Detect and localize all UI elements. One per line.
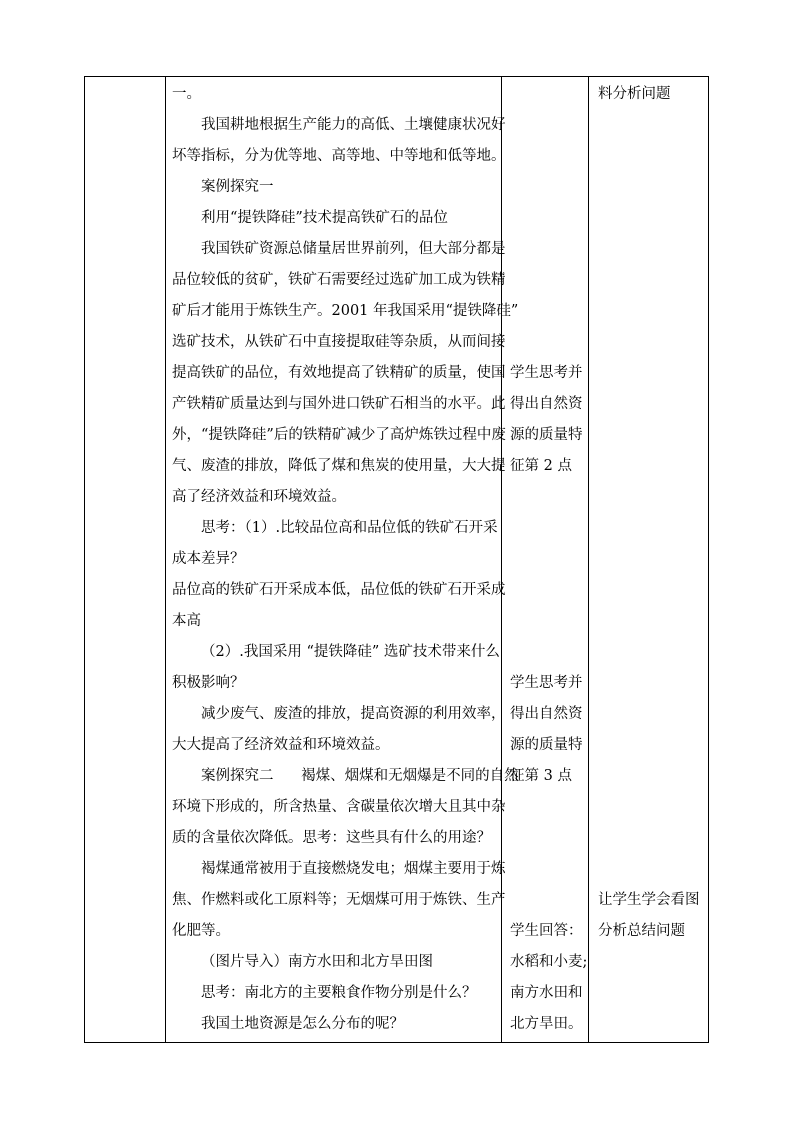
answer-line: 品位高的铁矿石开采成本低，品位低的铁矿石开采成 — [172, 582, 506, 598]
activity-line: 征第 2 点 — [510, 458, 572, 474]
activity-line: 南方水田和 — [510, 985, 583, 1001]
activity-line: 征第 3 点 — [510, 768, 572, 784]
answer-line: 焦、作燃料或化工原料等；无烟煤可用于炼铁、生产 — [172, 892, 506, 908]
question-line: 积极影响？ — [172, 675, 245, 691]
activity-line: 水稻和小麦; — [510, 954, 588, 970]
student-activity-column — [502, 77, 588, 1042]
content-line: 高了经济效益和环境效益。 — [172, 489, 346, 505]
activity-line: 源的质量特 — [510, 427, 583, 443]
case-study-heading: 案例探究一 — [201, 179, 274, 195]
content-line: 我国耕地根据生产能力的高低、土壤健康状况好 — [201, 117, 506, 133]
activity-line: 学生思考并 — [510, 675, 583, 691]
answer-line: 化肥等。 — [172, 923, 230, 939]
question-line: （2）.我国采用 “提铁降硅” 选矿技术带来什么 — [201, 644, 500, 660]
answer-line: 减少废气、废渣的排放，提高资源的利用效率， — [201, 706, 506, 722]
question-line: 思考：南北方的主要粮食作物分别是什么？ — [201, 985, 477, 1001]
content-line: 外，“提铁降硅”后的铁精矿减少了高炉炼铁过程中废 — [172, 427, 506, 443]
activity-line: 学生回答： — [510, 923, 583, 939]
content-line: 坏等指标，分为优等地、高等地、中等地和低等地。 — [172, 148, 506, 164]
activity-line: 源的质量特 — [510, 737, 583, 753]
intent-line: 让学生学会看图 — [598, 892, 700, 908]
content-line: 一。 — [172, 86, 201, 102]
content-line: 产铁精矿质量达到与国外进口铁矿石相当的水平。此 — [172, 396, 506, 412]
content-line: 矿后才能用于炼铁生产。2001 年我国采用“提铁降硅” — [172, 303, 519, 319]
question-line: 成本差异？ — [172, 551, 245, 567]
content-line: 选矿技术，从铁矿石中直接提取硅等杂质，从而间接 — [172, 334, 506, 350]
stage-column — [85, 77, 165, 1042]
content-line: 质的含量依次降低。思考：这些具有什么的用途？ — [172, 830, 491, 846]
lesson-table — [84, 76, 709, 1043]
content-line: 提高铁矿的品位，有效地提高了铁精矿的质量，使国 — [172, 365, 506, 381]
content-line: 环境下形成的，所含热量、含碳量依次增大且其中杂 — [172, 799, 506, 815]
content-line: （图片导入）南方水田和北方旱田图 — [201, 954, 433, 970]
case-study-title: 利用“提铁降硅”技术提高铁矿石的品位 — [201, 210, 448, 226]
answer-line: 褐煤通常被用于直接燃烧发电；烟煤主要用于炼 — [201, 861, 506, 877]
activity-line: 北方旱田。 — [510, 1016, 583, 1032]
content-line: 我国铁矿资源总储量居世界前列，但大部分都是 — [201, 241, 506, 257]
answer-line: 本高 — [172, 613, 201, 629]
question-line: 思考：（1）.比较品位高和品位低的铁矿石开采 — [201, 520, 498, 536]
case-study-two-line: 案例探究二 褐煤、烟煤和无烟爆是不同的自然 — [201, 768, 519, 784]
design-intent-column — [589, 77, 709, 1042]
intent-line: 分析总结问题 — [598, 923, 685, 939]
activity-line: 得出自然资 — [510, 396, 583, 412]
intent-line: 料分析问题 — [598, 86, 671, 102]
content-line: 气、废渣的排放，降低了煤和焦炭的使用量，大大提 — [172, 458, 506, 474]
activity-line: 得出自然资 — [510, 706, 583, 722]
activity-line: 学生思考并 — [510, 365, 583, 381]
content-line: 品位较低的贫矿，铁矿石需要经过选矿加工成为铁精 — [172, 272, 506, 288]
teaching-content-column — [166, 77, 519, 1042]
answer-line: 大大提高了经济效益和环境效益。 — [172, 737, 390, 753]
question-line: 我国土地资源是怎么分布的呢？ — [201, 1016, 404, 1032]
